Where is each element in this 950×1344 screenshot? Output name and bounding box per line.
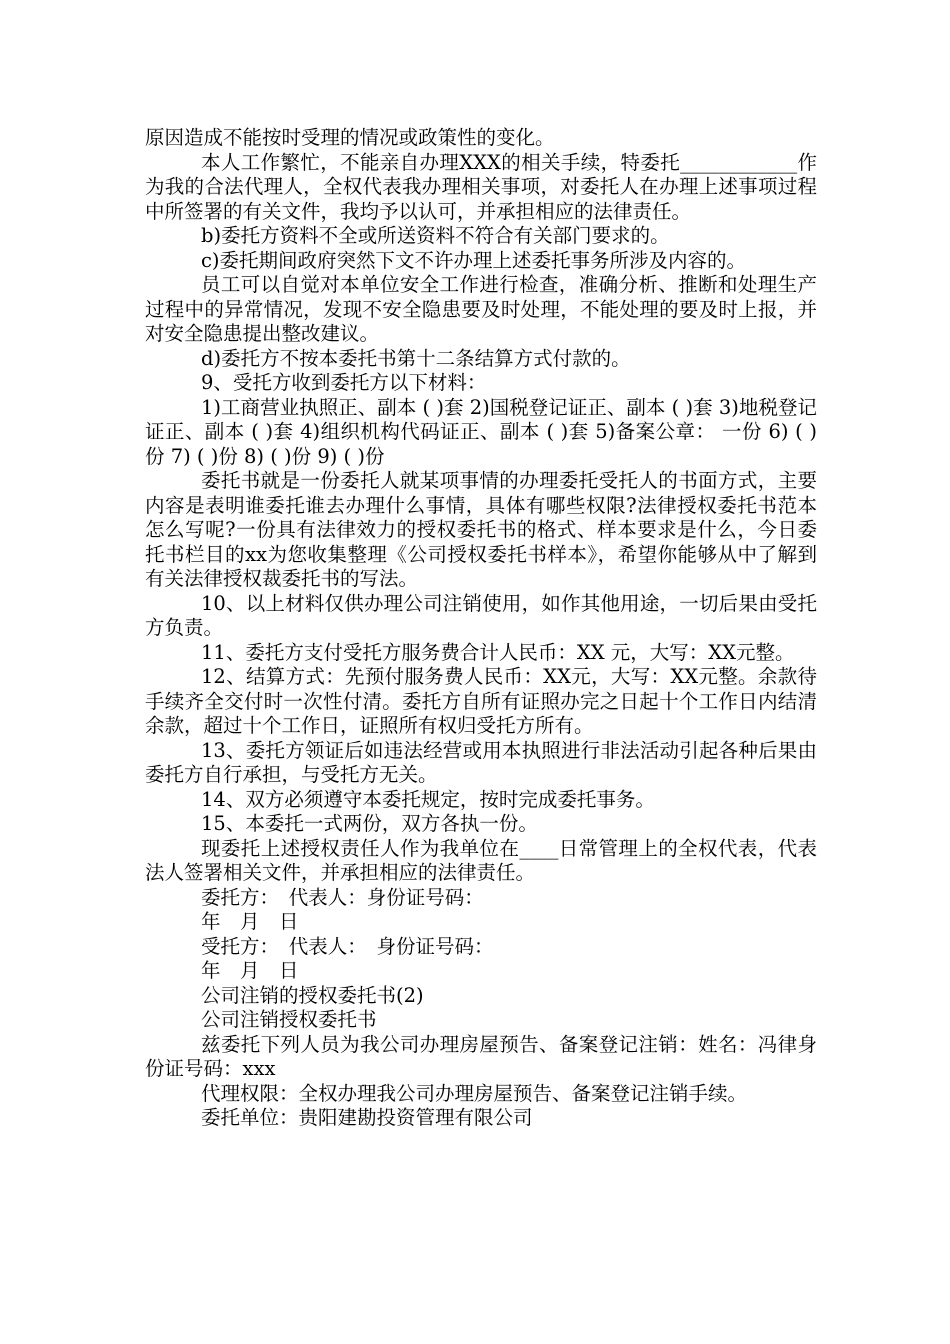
client-date-line: 年 月 日	[201, 910, 299, 933]
client-signature-line: 委托方： 代表人：身份证号码：	[201, 885, 484, 909]
paragraph-10: 10、以上材料仅供办理公司注销使用，如作其他用途，一切后果由受托方负责。	[145, 591, 817, 639]
paragraph-4: c)委托期间政府突然下文不许办理上述委托事务所涉及内容的。	[201, 248, 747, 272]
paragraph-2: 本人工作繁忙，不能亲自办理XXX的相关手续，特委托____________作为我的合法代理人，全权代表我办理相关事项，对委托人在办理上述事项过程中所签署的有关文件，我均予以认可，并承担相应的法律责任。	[145, 150, 817, 223]
paragraph-15: 15、本委托一式两份，双方各执一份。	[201, 812, 538, 835]
section-subheading: 公司注销授权委托书	[201, 1008, 377, 1031]
paragraph-7: 9、受托方收到委托方以下材料：	[201, 371, 487, 394]
paragraph-13: 13、委托方领证后如违法经营或用本执照进行非法活动引起各种后果由委托方自行承担，与受托方无关。	[145, 738, 817, 786]
paragraph-8: 1)工商营业执照正、副本 ( )套 2)国税登记证正、副本 ( )套 3)地税登记证正、副本 ( )套 4)组织机构代码证正、副本 ( )套 5)备案公章： 一份 6) ( )份 7) ( )份 8) ( )份 9) ( )份	[145, 395, 817, 468]
paragraph-5: 员工可以自觉对本单位安全工作进行检查，准确分析、推断和处理生产过程中的异常情况，发现不安全隐患要及时处理，不能处理的要及时上报，并对安全隐患提出整改建议。	[145, 273, 817, 345]
paragraph-14: 14、双方必须遵守本委托规定，按时完成委托事务。	[201, 787, 655, 811]
paragraph-16: 现委托上述授权责任人作为我单位在____日常管理上的全权代表，代表法人签署相关文件，并承担相应的法律责任。	[145, 836, 817, 884]
agent-date-line: 年 月 日	[201, 959, 299, 982]
paragraph-12: 12、结算方式：先预付服务费人民币：XX元，大写：XX元整。余款待手续齐全交付时一次性付清。委托方自所有证照办完之日起十个工作日内结清余款，超过十个工作日，证照所有权归受托方所有。	[145, 665, 817, 737]
agent-signature-line: 受托方： 代表人： 身份证号码：	[201, 934, 494, 958]
paragraph-11: 11、委托方支付受托方服务费合计人民币：XX 元，大写：XX元整。	[201, 640, 795, 664]
paragraph-entrust-persons: 兹委托下列人员为我公司办理房屋预告、备案登记注销：姓名：冯律身份证号码：xxx	[145, 1032, 817, 1080]
paragraph-1: 原因造成不能按时受理的情况或政策性的变化。	[145, 126, 555, 149]
paragraph-entrusting-unit: 委托单位：贵阳建勘投资管理有限公司	[201, 1106, 533, 1129]
paragraph-3: b)委托方资料不全或所送资料不符合有关部门要求的。	[201, 224, 670, 247]
paragraph-6: d)委托方不按本委托书第十二条结算方式付款的。	[201, 346, 631, 370]
document-body	[145, 126, 817, 1131]
paragraph-agent-authority: 代理权限：全权办理我公司办理房屋预告、备案登记注销手续。	[201, 1081, 748, 1105]
section-heading-2: 公司注销的授权委托书(2)	[201, 983, 424, 1007]
paragraph-9: 委托书就是一份委托人就某项事情的办理委托受托人的书面方式，主要内容是表明谁委托谁去办理什么事情，具体有哪些权限?法律授权委托书范本怎么写呢?一份具有法律效力的授权委托书的格式、样本要求是什么，今日委托书栏目的xx为您收集整理《公司授权委托书样本》，希望你能够从中了解到有关法律授权裁委托书的写法。	[145, 469, 817, 590]
